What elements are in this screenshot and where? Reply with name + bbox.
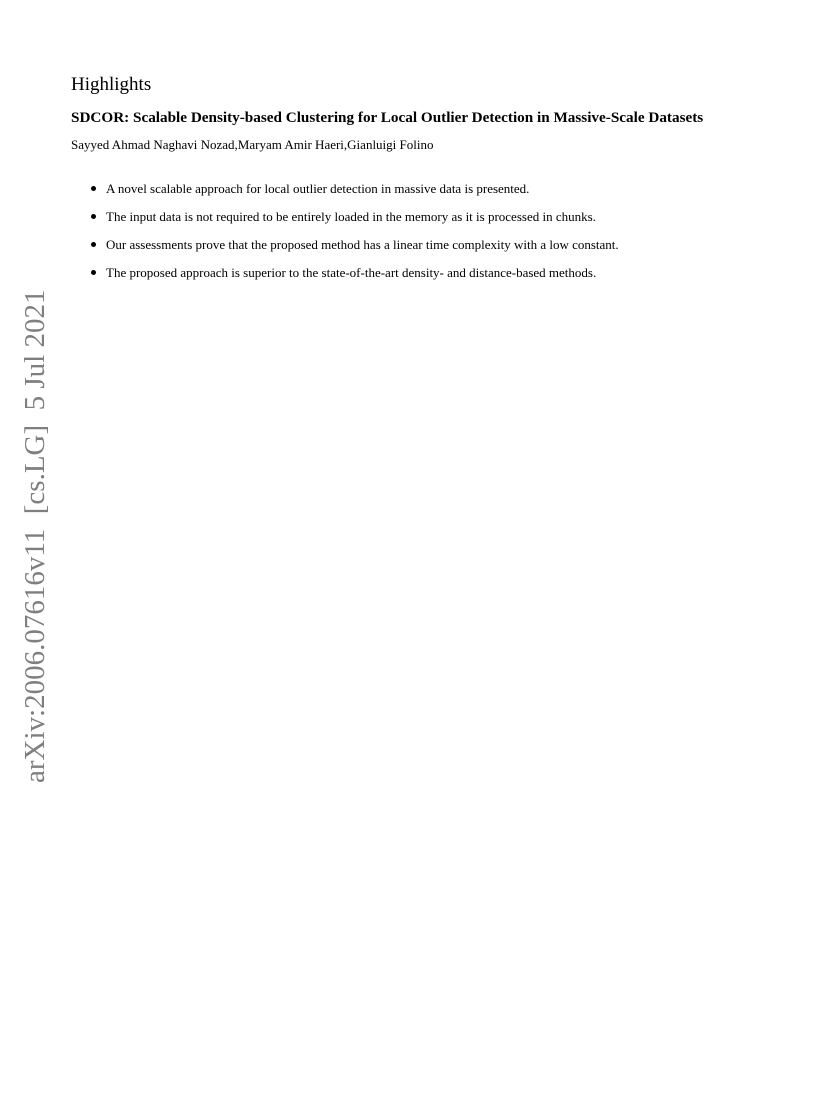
highlight-text: The proposed approach is superior to the state-of-the-art density- and distance-based methods. [106, 265, 597, 280]
bullet-icon [91, 214, 96, 219]
highlight-text: The input data is not required to be entirely loaded in the memory as it is processed in chunks. [106, 209, 596, 224]
highlight-item [91, 236, 619, 264]
highlight-item [91, 180, 619, 208]
highlight-text: A novel scalable approach for local outlier detection in massive data is presented. [106, 181, 530, 196]
highlight-item [91, 208, 619, 236]
bullet-icon [91, 186, 96, 191]
highlights-list [91, 180, 619, 292]
highlight-text: Our assessments prove that the proposed method has a linear time complexity with a low constant. [106, 237, 619, 252]
paper-title: SDCOR: Scalable Density-based Clustering for Local Outlier Detection in Massive-Scale Datasets [71, 109, 704, 126]
bullet-icon [91, 242, 96, 247]
arxiv-identifier-stamp: arXiv:2006.07616v11 [cs.LG] 5 Jul 2021 [19, 289, 51, 783]
bullet-icon [91, 270, 96, 275]
author-list: Sayyed Ahmad Naghavi Nozad,Maryam Amir Haeri,Gianluigi Folino [71, 137, 434, 152]
section-heading: Highlights [71, 74, 152, 95]
highlight-item [91, 264, 619, 292]
